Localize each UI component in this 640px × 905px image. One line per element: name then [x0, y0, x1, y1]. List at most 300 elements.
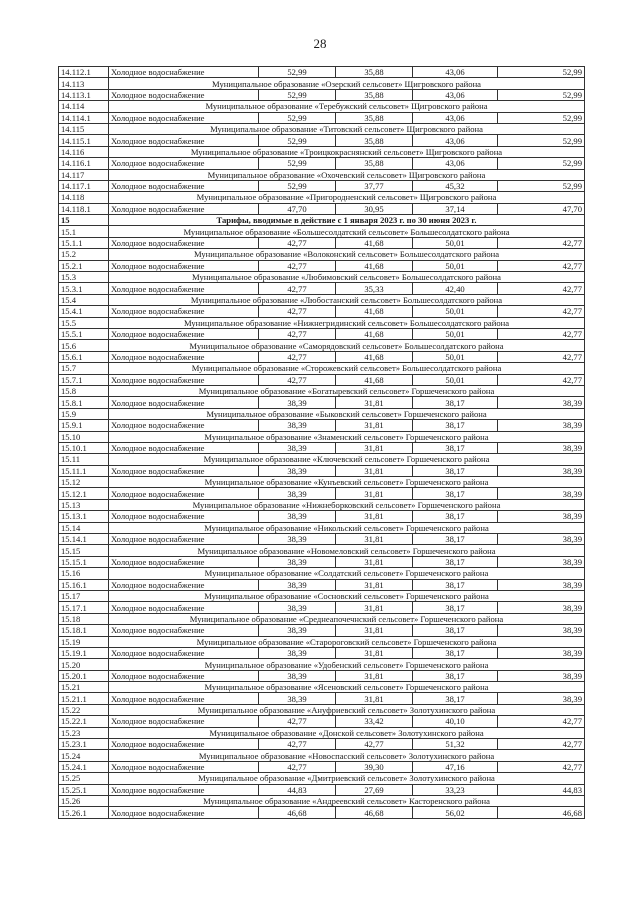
service-cell: Холодное водоснабжение	[109, 625, 259, 636]
tariff-value-v2: 30,95	[336, 203, 413, 214]
tariff-row	[59, 807, 585, 818]
tariff-value-v1: 42,77	[259, 374, 336, 385]
tariff-value-v1: 42,77	[259, 739, 336, 750]
tariff-value-v3: 42,40	[413, 283, 498, 294]
municipality-name: Муниципальное образование «Троицкокраснянский сельсовет» Щигровского района	[109, 146, 585, 157]
tariff-row	[59, 579, 585, 590]
municipality-name: Муниципальное образование «Большесолдатский сельсовет» Большесолдатского района	[109, 226, 585, 237]
page-number: 28	[313, 36, 327, 51]
tariff-value-v2: 35,88	[336, 67, 413, 78]
municipality-name: Муниципальное образование «Новоспасский сельсовет» Золотухинского района	[109, 750, 585, 761]
tariff-row	[59, 203, 585, 214]
row-number: 15.2.1	[59, 260, 109, 271]
tariff-value-v4: 42,77	[498, 260, 585, 271]
row-number: 15.20.1	[59, 670, 109, 681]
tariff-value-v1: 38,39	[259, 420, 336, 431]
municipality-row	[59, 590, 585, 601]
row-number: 15.8.1	[59, 397, 109, 408]
tariff-value-v3: 43,06	[413, 112, 498, 123]
tariff-value-v1: 38,39	[259, 511, 336, 522]
tariff-value-v2: 35,88	[336, 89, 413, 100]
municipality-name: Муниципальное образование «Донской сельсовет» Золотухинского района	[109, 727, 585, 738]
row-number: 15.25	[59, 773, 109, 784]
row-number: 15.19.1	[59, 647, 109, 658]
municipality-name: Муниципальное образование «Старороговский сельсовет» Горшеченского района	[109, 636, 585, 647]
municipality-name: Муниципальное образование «Знаменский сельсовет» Горшеченского района	[109, 431, 585, 442]
row-number: 15.1	[59, 226, 109, 237]
municipality-name: Муниципальное образование «Кунъевский сельсовет» Горшеченского района	[109, 477, 585, 488]
tariff-value-v4: 42,77	[498, 739, 585, 750]
tariff-value-v3: 45,32	[413, 180, 498, 191]
row-number: 15.12.1	[59, 488, 109, 499]
tariff-value-v3: 38,17	[413, 693, 498, 704]
municipality-row	[59, 636, 585, 647]
tariff-row	[59, 89, 585, 100]
tariff-row	[59, 306, 585, 317]
row-number: 15.3	[59, 272, 109, 283]
municipality-row	[59, 123, 585, 134]
row-number: 15.10	[59, 431, 109, 442]
row-number: 15.23	[59, 727, 109, 738]
tariff-value-v2: 31,81	[336, 647, 413, 658]
municipality-row	[59, 613, 585, 624]
municipality-row	[59, 249, 585, 260]
row-number: 15.16.1	[59, 579, 109, 590]
tariff-value-v4: 52,99	[498, 180, 585, 191]
tariff-value-v4: 38,39	[498, 693, 585, 704]
service-cell: Холодное водоснабжение	[109, 511, 259, 522]
tariff-value-v4: 52,99	[498, 135, 585, 146]
tariff-value-v4: 46,68	[498, 807, 585, 818]
service-cell: Холодное водоснабжение	[109, 306, 259, 317]
tariff-value-v4: 44,83	[498, 784, 585, 795]
row-number: 15.4	[59, 294, 109, 305]
tariff-value-v2: 35,88	[336, 135, 413, 146]
row-number: 14.112.1	[59, 67, 109, 78]
tariff-value-v3: 50,01	[413, 237, 498, 248]
municipality-name: Муниципальное образование «Нижнеборковский сельсовет» Горшеченского района	[109, 499, 585, 510]
service-cell: Холодное водоснабжение	[109, 602, 259, 613]
service-cell: Холодное водоснабжение	[109, 442, 259, 453]
tariff-value-v4: 42,77	[498, 306, 585, 317]
municipality-row	[59, 522, 585, 533]
tariff-row	[59, 180, 585, 191]
tariff-value-v2: 35,88	[336, 158, 413, 169]
tariff-value-v1: 52,99	[259, 89, 336, 100]
tariff-value-v2: 41,68	[336, 260, 413, 271]
municipality-name: Муниципальное образование «Ключевский сельсовет» Горшеченского района	[109, 454, 585, 465]
tariff-value-v3: 51,32	[413, 739, 498, 750]
tariff-value-v3: 50,01	[413, 260, 498, 271]
row-number: 15.9.1	[59, 420, 109, 431]
tariff-value-v2: 41,68	[336, 328, 413, 339]
tariff-value-v4: 38,39	[498, 442, 585, 453]
row-number: 14.114	[59, 101, 109, 112]
row-number: 14.116.1	[59, 158, 109, 169]
tariff-value-v4: 42,77	[498, 351, 585, 362]
tariff-value-v4: 38,39	[498, 647, 585, 658]
tariff-row	[59, 739, 585, 750]
row-number: 15.7.1	[59, 374, 109, 385]
row-number: 15.15.1	[59, 556, 109, 567]
service-cell: Холодное водоснабжение	[109, 807, 259, 818]
tariff-value-v2: 31,81	[336, 511, 413, 522]
tariff-value-v1: 42,77	[259, 328, 336, 339]
tariff-row	[59, 420, 585, 431]
municipality-row	[59, 101, 585, 112]
service-cell: Холодное водоснабжение	[109, 488, 259, 499]
tariff-value-v1: 52,99	[259, 67, 336, 78]
row-number: 14.113.1	[59, 89, 109, 100]
municipality-row	[59, 545, 585, 556]
tariff-value-v1: 42,77	[259, 761, 336, 772]
service-cell: Холодное водоснабжение	[109, 670, 259, 681]
tariff-row	[59, 374, 585, 385]
tariff-value-v4: 52,99	[498, 67, 585, 78]
tariff-value-v2: 46,68	[336, 807, 413, 818]
tariff-value-v1: 38,39	[259, 442, 336, 453]
tariff-value-v3: 50,01	[413, 374, 498, 385]
tariff-value-v2: 37,77	[336, 180, 413, 191]
tariff-value-v4: 42,77	[498, 283, 585, 294]
municipality-row	[59, 272, 585, 283]
tariff-row	[59, 761, 585, 772]
tariff-row	[59, 670, 585, 681]
row-number: 15.12	[59, 477, 109, 488]
tariff-value-v3: 38,17	[413, 420, 498, 431]
tariff-value-v2: 31,81	[336, 534, 413, 545]
service-cell: Холодное водоснабжение	[109, 761, 259, 772]
municipality-row	[59, 408, 585, 419]
tariff-value-v1: 44,83	[259, 784, 336, 795]
tariff-value-v4: 52,99	[498, 158, 585, 169]
row-number: 15.17	[59, 590, 109, 601]
row-number: 15.2	[59, 249, 109, 260]
tariff-value-v2: 33,42	[336, 716, 413, 727]
row-number: 14.118	[59, 192, 109, 203]
service-cell: Холодное водоснабжение	[109, 158, 259, 169]
row-number: 15.21.1	[59, 693, 109, 704]
tariff-value-v2: 39,30	[336, 761, 413, 772]
municipality-row	[59, 704, 585, 715]
municipality-row	[59, 796, 585, 807]
row-number: 14.118.1	[59, 203, 109, 214]
tariff-row	[59, 328, 585, 339]
tariff-value-v1: 42,77	[259, 351, 336, 362]
municipality-name: Муниципальное образование «Среднеапочечнский сельсовет» Горшеченского района	[109, 613, 585, 624]
row-number: 14.115	[59, 123, 109, 134]
row-number: 15.20	[59, 659, 109, 670]
tariff-value-v2: 31,81	[336, 670, 413, 681]
tariff-value-v3: 38,17	[413, 579, 498, 590]
tariff-value-v3: 38,17	[413, 488, 498, 499]
municipality-name: Муниципальное образование «Любимовский сельсовет» Большесолдатского района	[109, 272, 585, 283]
row-number: 14.117	[59, 169, 109, 180]
tariff-row	[59, 67, 585, 78]
tariff-value-v4: 42,77	[498, 328, 585, 339]
service-cell: Холодное водоснабжение	[109, 716, 259, 727]
tariff-value-v2: 31,81	[336, 420, 413, 431]
row-number: 15.25.1	[59, 784, 109, 795]
tariff-value-v1: 42,77	[259, 237, 336, 248]
municipality-name: Муниципальное образование «Дмитриевский сельсовет» Золотухинского района	[109, 773, 585, 784]
row-number: 15.26.1	[59, 807, 109, 818]
service-cell: Холодное водоснабжение	[109, 203, 259, 214]
municipality-row	[59, 169, 585, 180]
municipality-row	[59, 226, 585, 237]
municipality-row	[59, 340, 585, 351]
municipality-name: Муниципальное образование «Новомеловский сельсовет» Горшеченского района	[109, 545, 585, 556]
tariff-value-v1: 46,68	[259, 807, 336, 818]
row-number: 15.24.1	[59, 761, 109, 772]
tariff-value-v2: 35,33	[336, 283, 413, 294]
row-number: 15.3.1	[59, 283, 109, 294]
tariff-row	[59, 283, 585, 294]
tariff-value-v4: 38,39	[498, 670, 585, 681]
tariff-value-v1: 38,39	[259, 397, 336, 408]
municipality-row	[59, 773, 585, 784]
tariff-row	[59, 716, 585, 727]
tariff-value-v1: 38,39	[259, 488, 336, 499]
row-number: 15.15	[59, 545, 109, 556]
tariff-value-v1: 52,99	[259, 112, 336, 123]
tariff-value-v4: 38,39	[498, 420, 585, 431]
row-number: 15.10.1	[59, 442, 109, 453]
tariff-value-v2: 35,88	[336, 112, 413, 123]
tariff-value-v4: 42,77	[498, 237, 585, 248]
tariff-value-v3: 38,17	[413, 511, 498, 522]
row-number: 15.11.1	[59, 465, 109, 476]
tariff-row	[59, 625, 585, 636]
service-cell: Холодное водоснабжение	[109, 579, 259, 590]
tariff-value-v4: 42,77	[498, 374, 585, 385]
tariff-value-v1: 42,77	[259, 260, 336, 271]
tariff-value-v4: 52,99	[498, 89, 585, 100]
row-number: 15.4.1	[59, 306, 109, 317]
tariff-row	[59, 693, 585, 704]
municipality-row	[59, 78, 585, 89]
service-cell: Холодное водоснабжение	[109, 647, 259, 658]
municipality-row	[59, 431, 585, 442]
row-number: 14.115.1	[59, 135, 109, 146]
tariff-value-v1: 38,39	[259, 647, 336, 658]
row-number: 15.5.1	[59, 328, 109, 339]
row-number: 15.9	[59, 408, 109, 419]
row-number: 15.14.1	[59, 534, 109, 545]
tariff-value-v1: 52,99	[259, 180, 336, 191]
municipality-row	[59, 477, 585, 488]
tariff-value-v4: 38,39	[498, 556, 585, 567]
municipality-name: Муниципальное образование «Ануфриевский сельсовет» Золотухинского района	[109, 704, 585, 715]
tariff-value-v4: 38,39	[498, 534, 585, 545]
municipality-name: Муниципальное образование «Теребужский сельсовет» Щигровского района	[109, 101, 585, 112]
tariff-value-v2: 41,68	[336, 374, 413, 385]
municipality-name: Муниципальное образование «Богатыревский сельсовет» Горшеченского района	[109, 385, 585, 396]
row-number: 15	[59, 215, 109, 226]
tariff-value-v3: 50,01	[413, 306, 498, 317]
municipality-name: Муниципальное образование «Титовский сельсовет» Щигровского района	[109, 123, 585, 134]
tariff-value-v4: 38,39	[498, 579, 585, 590]
tariff-value-v3: 38,17	[413, 397, 498, 408]
tariff-value-v4: 38,39	[498, 511, 585, 522]
tariff-row	[59, 556, 585, 567]
service-cell: Холодное водоснабжение	[109, 180, 259, 191]
service-cell: Холодное водоснабжение	[109, 556, 259, 567]
tariff-value-v3: 38,17	[413, 442, 498, 453]
tariff-value-v2: 31,81	[336, 602, 413, 613]
tariff-value-v3: 38,17	[413, 465, 498, 476]
service-cell: Холодное водоснабжение	[109, 328, 259, 339]
municipality-name: Муниципальное образование «Удобенский сельсовет» Горшеченского района	[109, 659, 585, 670]
tariff-row	[59, 784, 585, 795]
row-number: 15.18.1	[59, 625, 109, 636]
service-cell: Холодное водоснабжение	[109, 693, 259, 704]
municipality-row	[59, 363, 585, 374]
municipality-row	[59, 146, 585, 157]
row-number: 15.6	[59, 340, 109, 351]
municipality-name: Муниципальное образование «Пригородненский сельсовет» Щигровского района	[109, 192, 585, 203]
tariff-row	[59, 397, 585, 408]
tariff-value-v1: 38,39	[259, 625, 336, 636]
service-cell: Холодное водоснабжение	[109, 283, 259, 294]
tariff-value-v3: 43,06	[413, 89, 498, 100]
tariff-value-v2: 31,81	[336, 397, 413, 408]
row-number: 15.22	[59, 704, 109, 715]
tariff-value-v4: 47,70	[498, 203, 585, 214]
municipality-name: Муниципальное образование «Солдатский сельсовет» Горшеченского района	[109, 568, 585, 579]
municipality-name: Муниципальное образование «Охочевский сельсовет» Щигровского района	[109, 169, 585, 180]
tariff-value-v1: 38,39	[259, 556, 336, 567]
tariff-table	[58, 66, 585, 819]
tariff-value-v1: 38,39	[259, 579, 336, 590]
row-number: 15.13.1	[59, 511, 109, 522]
municipality-row	[59, 568, 585, 579]
municipality-row	[59, 317, 585, 328]
municipality-name: Муниципальное образование «Нижнегридинский сельсовет» Большесолдатского района	[109, 317, 585, 328]
tariff-value-v3: 38,17	[413, 625, 498, 636]
tariff-value-v3: 33,23	[413, 784, 498, 795]
row-number: 15.19	[59, 636, 109, 647]
row-number: 15.22.1	[59, 716, 109, 727]
municipality-name: Муниципальное образование «Никольский сельсовет» Горшеченского района	[109, 522, 585, 533]
service-cell: Холодное водоснабжение	[109, 374, 259, 385]
section-title: Тарифы, вводимые в действие с 1 января 2023 г. по 30 июня 2023 г.	[109, 215, 585, 226]
tariff-value-v2: 31,81	[336, 465, 413, 476]
tariff-value-v4: 38,39	[498, 465, 585, 476]
tariff-value-v4: 52,99	[498, 112, 585, 123]
row-number: 15.23.1	[59, 739, 109, 750]
tariff-value-v2: 27,69	[336, 784, 413, 795]
row-number: 15.8	[59, 385, 109, 396]
municipality-row	[59, 192, 585, 203]
tariff-value-v2: 41,68	[336, 306, 413, 317]
tariff-value-v3: 43,06	[413, 135, 498, 146]
service-cell: Холодное водоснабжение	[109, 784, 259, 795]
tariff-row	[59, 442, 585, 453]
municipality-row	[59, 454, 585, 465]
service-cell: Холодное водоснабжение	[109, 67, 259, 78]
tariff-value-v2: 41,68	[336, 237, 413, 248]
municipality-row	[59, 294, 585, 305]
tariff-row	[59, 511, 585, 522]
tariff-value-v3: 50,01	[413, 328, 498, 339]
municipality-name: Муниципальное образование «Сторожевский сельсовет» Большесолдатского района	[109, 363, 585, 374]
tariff-value-v3: 37,14	[413, 203, 498, 214]
tariff-value-v1: 38,39	[259, 465, 336, 476]
tariff-value-v2: 31,81	[336, 625, 413, 636]
service-cell: Холодное водоснабжение	[109, 420, 259, 431]
tariff-value-v2: 41,68	[336, 351, 413, 362]
tariff-value-v1: 42,77	[259, 283, 336, 294]
municipality-name: Муниципальное образование «Любостанский сельсовет» Большесолдатского района	[109, 294, 585, 305]
tariff-value-v4: 38,39	[498, 602, 585, 613]
municipality-name: Муниципальное образование «Ясеновский сельсовет» Горшеченского района	[109, 682, 585, 693]
tariff-row	[59, 351, 585, 362]
service-cell: Холодное водоснабжение	[109, 739, 259, 750]
tariff-row	[59, 465, 585, 476]
tariff-value-v2: 31,81	[336, 442, 413, 453]
tariff-row	[59, 260, 585, 271]
row-number: 15.17.1	[59, 602, 109, 613]
municipality-row	[59, 750, 585, 761]
row-number: 15.13	[59, 499, 109, 510]
tariff-value-v1: 47,70	[259, 203, 336, 214]
municipality-row	[59, 499, 585, 510]
tariff-value-v3: 56,02	[413, 807, 498, 818]
tariff-value-v3: 43,06	[413, 67, 498, 78]
row-number: 15.5	[59, 317, 109, 328]
municipality-name: Муниципальное образование «Быковский сельсовет» Горшеченского района	[109, 408, 585, 419]
tariff-value-v2: 31,81	[336, 579, 413, 590]
tariff-value-v2: 31,81	[336, 488, 413, 499]
row-number: 14.113	[59, 78, 109, 89]
row-number: 15.6.1	[59, 351, 109, 362]
tariff-value-v1: 38,39	[259, 602, 336, 613]
tariff-value-v4: 38,39	[498, 488, 585, 499]
tariff-value-v4: 38,39	[498, 625, 585, 636]
municipality-name: Муниципальное образование «Сосновский сельсовет» Горшеченского района	[109, 590, 585, 601]
tariff-table-body	[59, 67, 585, 819]
service-cell: Холодное водоснабжение	[109, 465, 259, 476]
row-number: 14.116	[59, 146, 109, 157]
municipality-row	[59, 727, 585, 738]
tariff-value-v3: 38,17	[413, 647, 498, 658]
tariff-value-v2: 42,77	[336, 739, 413, 750]
tariff-value-v1: 42,77	[259, 716, 336, 727]
tariff-value-v1: 52,99	[259, 135, 336, 146]
row-number: 14.117.1	[59, 180, 109, 191]
service-cell: Холодное водоснабжение	[109, 534, 259, 545]
tariff-row	[59, 158, 585, 169]
tariff-value-v2: 31,81	[336, 693, 413, 704]
tariff-value-v1: 38,39	[259, 693, 336, 704]
tariff-value-v3: 40,10	[413, 716, 498, 727]
municipality-row	[59, 682, 585, 693]
tariff-row	[59, 135, 585, 146]
row-number: 15.11	[59, 454, 109, 465]
tariff-value-v3: 38,17	[413, 670, 498, 681]
service-cell: Холодное водоснабжение	[109, 112, 259, 123]
tariff-row	[59, 647, 585, 658]
municipality-name: Муниципальное образование «Андреевский сельсовет» Касторенского района	[109, 796, 585, 807]
tariff-value-v3: 50,01	[413, 351, 498, 362]
municipality-row	[59, 385, 585, 396]
tariff-value-v3: 43,06	[413, 158, 498, 169]
section-heading-row	[59, 215, 585, 226]
service-cell: Холодное водоснабжение	[109, 351, 259, 362]
municipality-name: Муниципальное образование «Волоконский сельсовет» Большесолдатского района	[109, 249, 585, 260]
tariff-value-v3: 38,17	[413, 602, 498, 613]
